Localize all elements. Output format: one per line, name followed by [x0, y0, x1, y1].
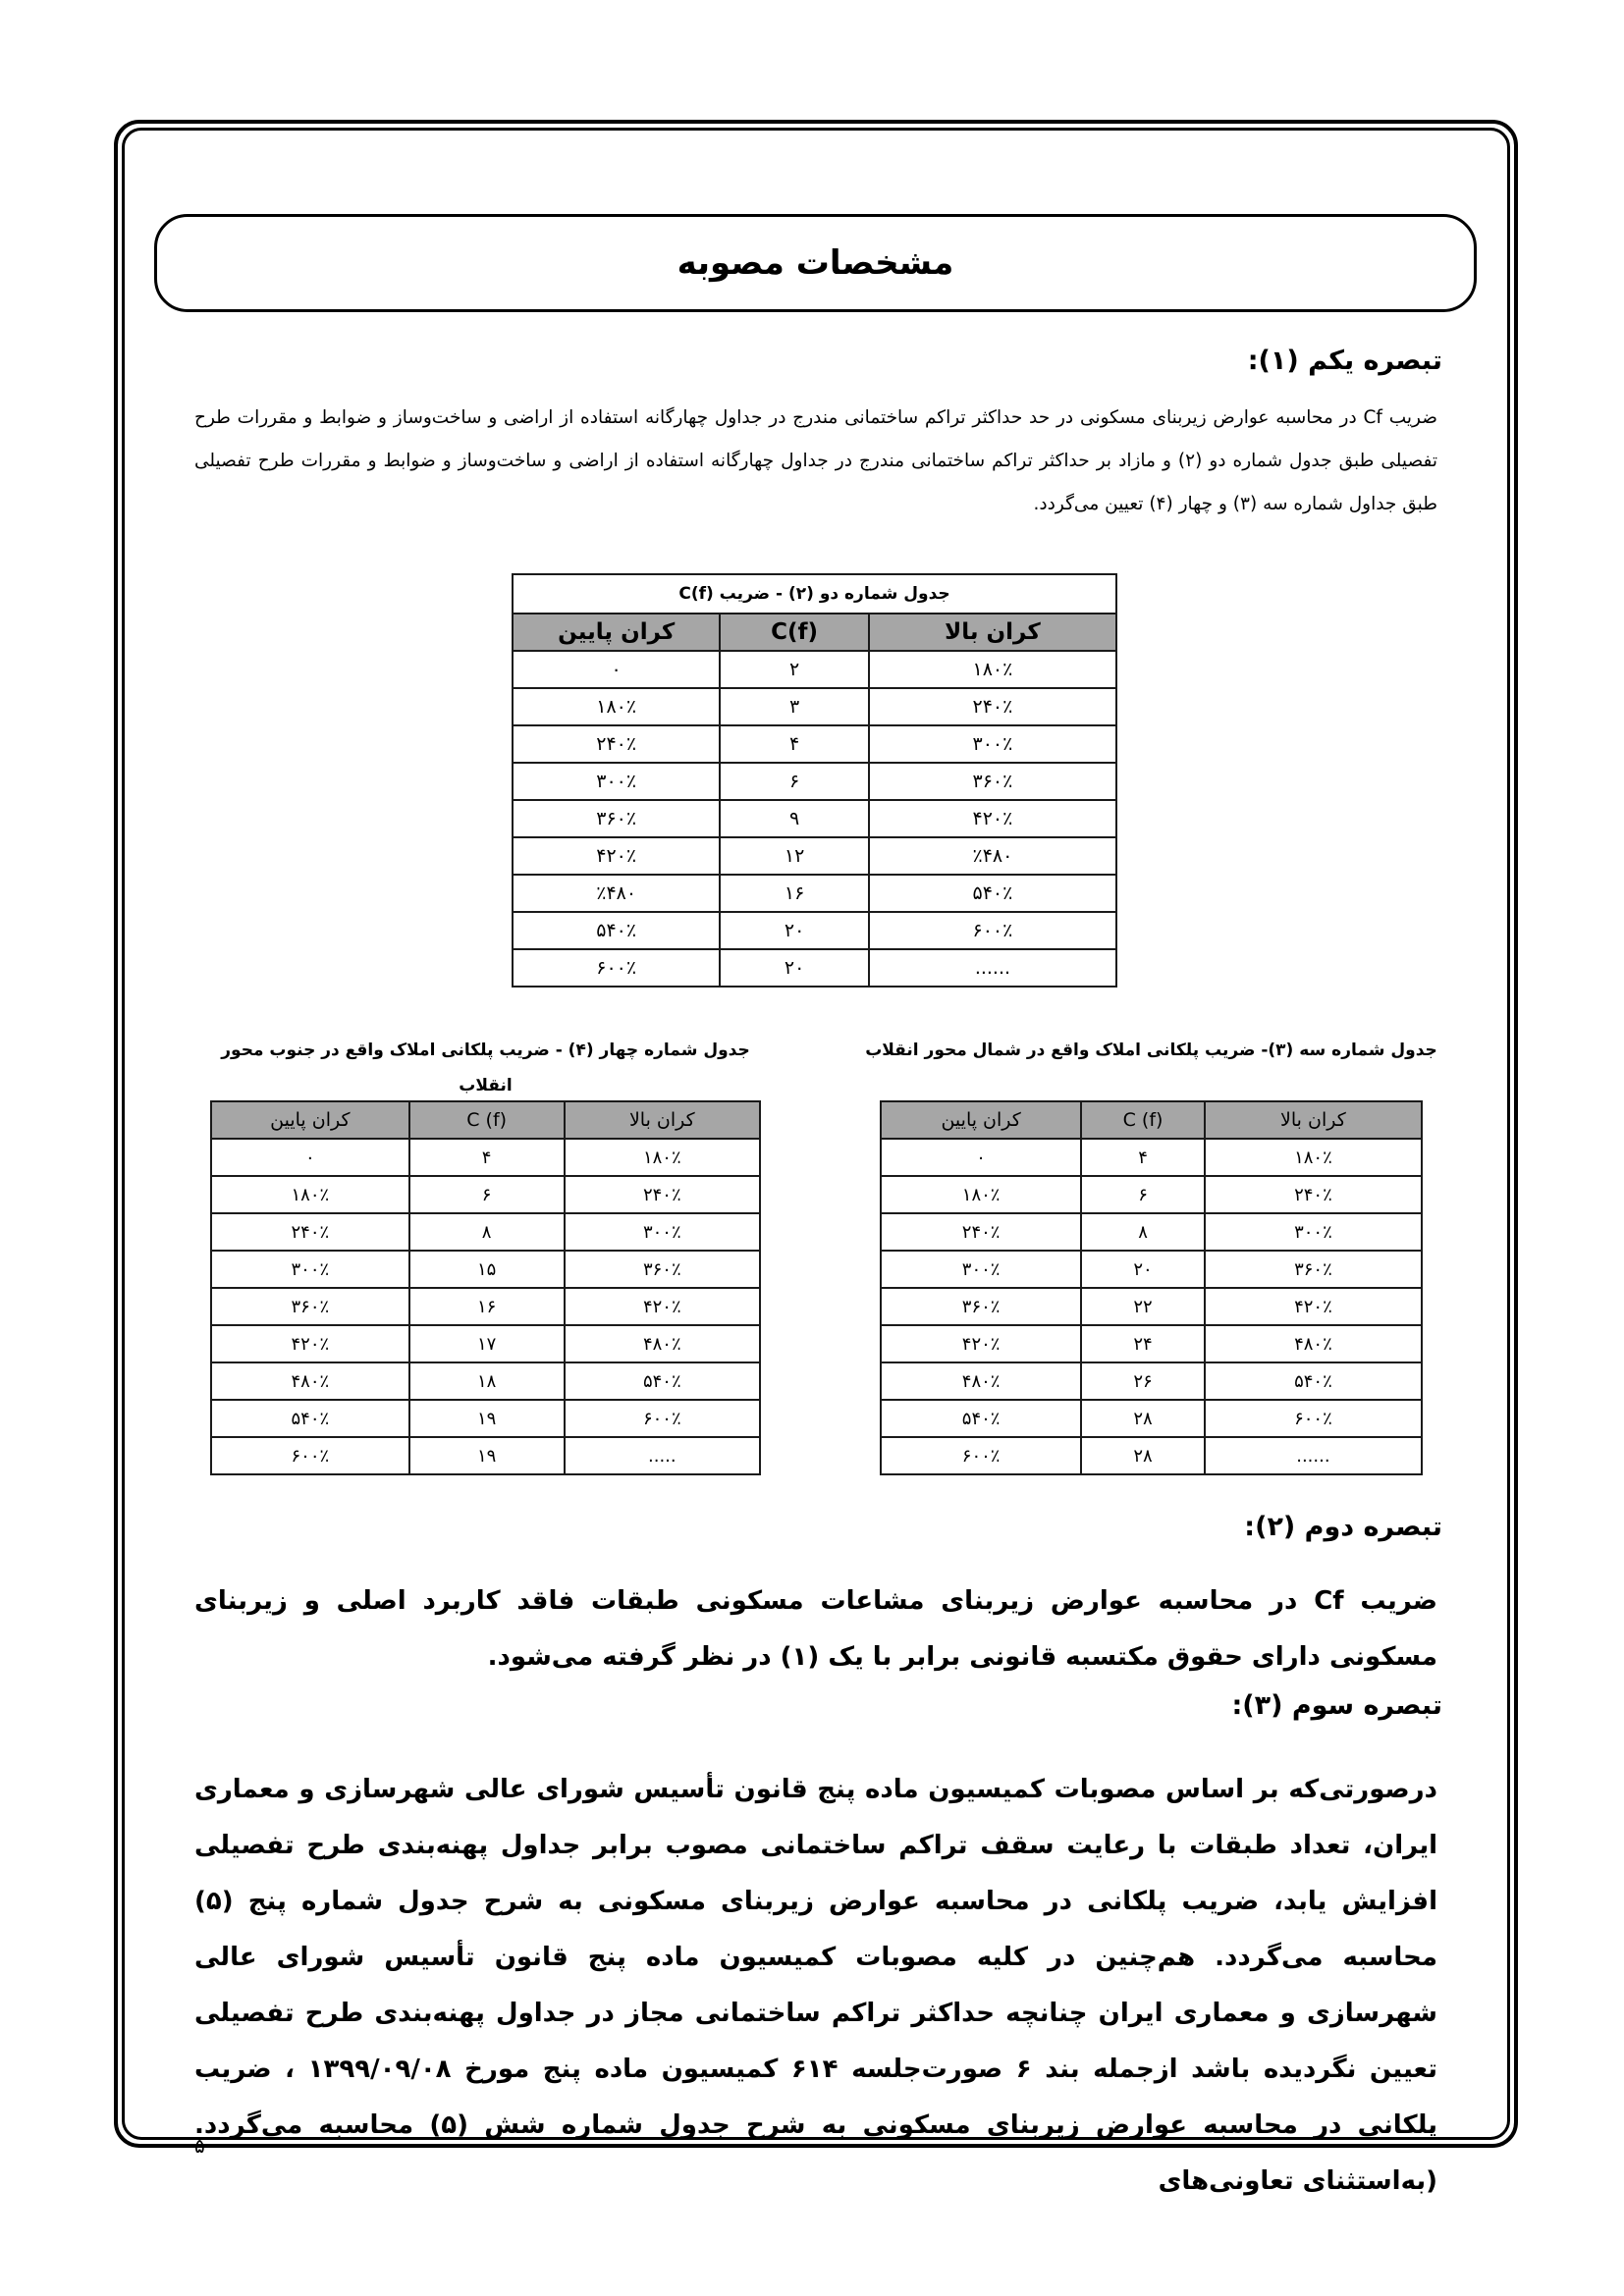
- cell-upper-bound: ۶۰۰٪: [1205, 1400, 1422, 1437]
- cell-lower-bound: ٪۴۸۰: [513, 875, 720, 912]
- cell-lower-bound: ۴۲۰٪: [881, 1325, 1081, 1362]
- cell-cf: ۲۴: [1081, 1325, 1205, 1362]
- cell-upper-bound: ۳۰۰٪: [869, 725, 1116, 763]
- cell-upper-bound: ۳۰۰٪: [1205, 1213, 1422, 1251]
- cell-upper-bound: ۴۸۰٪: [565, 1325, 760, 1362]
- cell-lower-bound: ۶۰۰٪: [211, 1437, 409, 1474]
- table-row: [513, 651, 1116, 688]
- table-row: [881, 1362, 1422, 1400]
- table-4-caption: جدول شماره چهار (۴) - ضریب پلکانی املاک واقع در جنوب محور انقلاب: [221, 1041, 750, 1095]
- cell-upper-bound: ۴۲۰٪: [869, 800, 1116, 837]
- note3-heading: تبصره سوم (۳):: [1231, 1690, 1442, 1721]
- table-row: [211, 1139, 760, 1176]
- table-row: [881, 1437, 1422, 1474]
- cell-upper-bound: ۳۶۰٪: [565, 1251, 760, 1288]
- col-header-cf: C(f): [720, 614, 869, 651]
- cell-upper-bound: ۴۸۰٪: [1205, 1325, 1422, 1362]
- col-header-lower: کران پایین: [211, 1101, 409, 1139]
- table-row: [211, 1288, 760, 1325]
- cell-lower-bound: ۳۰۰٪: [211, 1251, 409, 1288]
- cell-cf: ۲۰: [720, 912, 869, 949]
- table-row: [211, 1325, 760, 1362]
- col-header-upper: کران بالا: [869, 614, 1116, 651]
- cell-cf: ۸: [409, 1213, 565, 1251]
- cell-cf: ۱۷: [409, 1325, 565, 1362]
- table-row: [881, 1176, 1422, 1213]
- cell-upper-bound: ۵۴۰٪: [565, 1362, 760, 1400]
- note2-heading: تبصره دوم (۲):: [1244, 1512, 1442, 1542]
- cell-cf: ۳: [720, 688, 869, 725]
- title-box: [154, 214, 1477, 312]
- col-header-cf: C (f): [409, 1101, 565, 1139]
- cell-upper-bound: ......: [869, 949, 1116, 987]
- cell-cf: ۱۵: [409, 1251, 565, 1288]
- cell-cf: ۶: [409, 1176, 565, 1213]
- cell-cf: ۴: [1081, 1139, 1205, 1176]
- table-4: [210, 1100, 761, 1475]
- table-row: [513, 912, 1116, 949]
- table-row: [513, 688, 1116, 725]
- cell-upper-bound: .....: [565, 1437, 760, 1474]
- note1-heading: تبصره یکم (۱):: [1247, 346, 1442, 376]
- cell-cf: ۲۰: [720, 949, 869, 987]
- table-row: [881, 1213, 1422, 1251]
- cell-upper-bound: ......: [1205, 1437, 1422, 1474]
- table-row: [881, 1325, 1422, 1362]
- col-header-lower: کران پایین: [881, 1101, 1081, 1139]
- col-header-cf: C (f): [1081, 1101, 1205, 1139]
- table-row: [881, 1251, 1422, 1288]
- cell-cf: ۶: [720, 763, 869, 800]
- cell-lower-bound: ۳۰۰٪: [881, 1251, 1081, 1288]
- cell-upper-bound: ٪۴۸۰: [869, 837, 1116, 875]
- table-2-caption: جدول شماره دو (۲) - ضریب C(f): [513, 574, 1116, 614]
- cell-cf: ۲۸: [1081, 1400, 1205, 1437]
- cell-upper-bound: ۳۶۰٪: [1205, 1251, 1422, 1288]
- cell-upper-bound: ۱۸۰٪: [869, 651, 1116, 688]
- table-row: [211, 1176, 760, 1213]
- cell-cf: ۲۲: [1081, 1288, 1205, 1325]
- cell-upper-bound: ۳۶۰٪: [869, 763, 1116, 800]
- cell-cf: ۲۸: [1081, 1437, 1205, 1474]
- table-3: [880, 1100, 1423, 1475]
- table-row: [881, 1139, 1422, 1176]
- cell-cf: ۶: [1081, 1176, 1205, 1213]
- cell-cf: ۹: [720, 800, 869, 837]
- cell-lower-bound: ۴۲۰٪: [211, 1325, 409, 1362]
- table-row: [513, 949, 1116, 987]
- col-header-upper: کران بالا: [1205, 1101, 1422, 1139]
- cell-lower-bound: ۳۶۰٪: [513, 800, 720, 837]
- cell-lower-bound: ۶۰۰٪: [513, 949, 720, 987]
- page-title: مشخصات مصوبه: [677, 243, 954, 283]
- cell-lower-bound: ۱۸۰٪: [513, 688, 720, 725]
- cell-lower-bound: ۱۸۰٪: [881, 1176, 1081, 1213]
- cell-cf: ۴: [720, 725, 869, 763]
- page-number: ۵: [194, 2134, 205, 2158]
- cell-cf: ۱۹: [409, 1400, 565, 1437]
- cell-cf: ۴: [409, 1139, 565, 1176]
- cell-upper-bound: ۴۲۰٪: [1205, 1288, 1422, 1325]
- cell-lower-bound: ۳۶۰٪: [211, 1288, 409, 1325]
- cell-cf: ۱۲: [720, 837, 869, 875]
- cell-cf: ۲۶: [1081, 1362, 1205, 1400]
- cell-lower-bound: ۰: [513, 651, 720, 688]
- cell-lower-bound: ۵۴۰٪: [881, 1400, 1081, 1437]
- cell-lower-bound: ۰: [881, 1139, 1081, 1176]
- cell-upper-bound: ۲۴۰٪: [1205, 1176, 1422, 1213]
- table-row: [513, 800, 1116, 837]
- cell-lower-bound: ۴۸۰٪: [881, 1362, 1081, 1400]
- cell-lower-bound: ۴۸۰٪: [211, 1362, 409, 1400]
- cell-upper-bound: ۶۰۰٪: [565, 1400, 760, 1437]
- cell-lower-bound: ۰: [211, 1139, 409, 1176]
- table-row: [211, 1251, 760, 1288]
- cell-lower-bound: ۶۰۰٪: [881, 1437, 1081, 1474]
- cell-lower-bound: ۵۴۰٪: [513, 912, 720, 949]
- table-row: [881, 1288, 1422, 1325]
- cell-lower-bound: ۴۲۰٪: [513, 837, 720, 875]
- cell-lower-bound: ۱۸۰٪: [211, 1176, 409, 1213]
- cell-cf: ۲: [720, 651, 869, 688]
- cell-lower-bound: ۲۴۰٪: [211, 1213, 409, 1251]
- cell-cf: ۸: [1081, 1213, 1205, 1251]
- cell-cf: ۲۰: [1081, 1251, 1205, 1288]
- cell-lower-bound: ۳۶۰٪: [881, 1288, 1081, 1325]
- cell-cf: ۱۸: [409, 1362, 565, 1400]
- cell-lower-bound: ۲۴۰٪: [881, 1213, 1081, 1251]
- cell-upper-bound: ۳۰۰٪: [565, 1213, 760, 1251]
- cell-cf: ۱۶: [409, 1288, 565, 1325]
- cell-lower-bound: ۲۴۰٪: [513, 725, 720, 763]
- cell-upper-bound: ۲۴۰٪: [869, 688, 1116, 725]
- table-row: [513, 725, 1116, 763]
- cell-upper-bound: ۶۰۰٪: [869, 912, 1116, 949]
- note2-text: ضریب Cf در محاسبه عوارض زیربنای مشاعات مسکونی طبقات فاقد کاربرد اصلی و زیربنای مسکونی دارای حقوق مکتسبه قانونی برابر با یک (۱) در نظر گرفته می‌شود.: [194, 1586, 1437, 1672]
- table-row: [211, 1362, 760, 1400]
- table-row: [211, 1213, 760, 1251]
- cell-upper-bound: ۱۸۰٪: [1205, 1139, 1422, 1176]
- cell-upper-bound: ۴۲۰٪: [565, 1288, 760, 1325]
- table-row: [211, 1437, 760, 1474]
- col-header-lower: کران پایین: [513, 614, 720, 651]
- table-2: [512, 573, 1117, 988]
- cell-upper-bound: ۲۴۰٪: [565, 1176, 760, 1213]
- table-3-caption: جدول شماره سه (۳)- ضریب پلکانی املاک واقع در شمال محور انقلاب: [865, 1041, 1437, 1060]
- cell-lower-bound: ۵۴۰٪: [211, 1400, 409, 1437]
- table-row: [881, 1400, 1422, 1437]
- note3-text: درصورتی‌که بر اساس مصوبات کمیسیون ماده پنج قانون تأسیس شورای عالی شهرسازی و معماری ایران، تعداد طبقات با رعایت سقف تراکم ساختمانی مصوب برابر جداول پهنه‌بندی طرح تفصیلی افزایش یابد، ضریب پلکانی در محاسبه عوارض زیربنای مسکونی به شرح جدول شماره پنج (۵) محاسبه می‌گردد. هم‌چنین در کلیه مصوبات کمیسیون ماده پنج قانون تأسیس شورای عالی شهرسازی و معماری ایران چنانچه حداکثر تراکم ساختمانی مجاز در جداول پهنه‌بندی طرح تفصیلی تعیین نگردیده باشد ازجمله بند ۶ صورت‌جلسه ۶۱۴ کمیسیون ماده پنج مورخ ۱۳۹۹/۰۹/۰۸ ، ضریب پلکانی در محاسبه عوارض زیربنای مسکونی به شرح جدول شماره شش (۵) محاسبه می‌گردد. (به‌استثنای تعاونی‌های: [194, 1775, 1437, 2196]
- cell-lower-bound: ۳۰۰٪: [513, 763, 720, 800]
- table-row: [513, 875, 1116, 912]
- cell-cf: ۱۹: [409, 1437, 565, 1474]
- cell-upper-bound: ۵۴۰٪: [1205, 1362, 1422, 1400]
- table-row: [211, 1400, 760, 1437]
- table-row: [513, 837, 1116, 875]
- table-row: [513, 763, 1116, 800]
- cell-upper-bound: ۵۴۰٪: [869, 875, 1116, 912]
- cell-upper-bound: ۱۸۰٪: [565, 1139, 760, 1176]
- cell-cf: ۱۶: [720, 875, 869, 912]
- col-header-upper: کران بالا: [565, 1101, 760, 1139]
- note1-text: ضریب Cf در محاسبه عوارض زیربنای مسکونی در حد حداکثر تراکم ساختمانی مندرج در جداول چهارگانه استفاده از اراضی و ساخت‌وساز و ضوابط و مقررات طرح تفصیلی طبق جدول شماره دو (۲) و مازاد بر حداکثر تراکم ساختمانی مندرج در جداول چهارگانه استفاده از اراضی و ساخت‌وساز و ضوابط و مقررات طرح تفصیلی طبق جداول شماره سه (۳) و چهار (۴) تعیین می‌گردد.: [194, 407, 1438, 514]
